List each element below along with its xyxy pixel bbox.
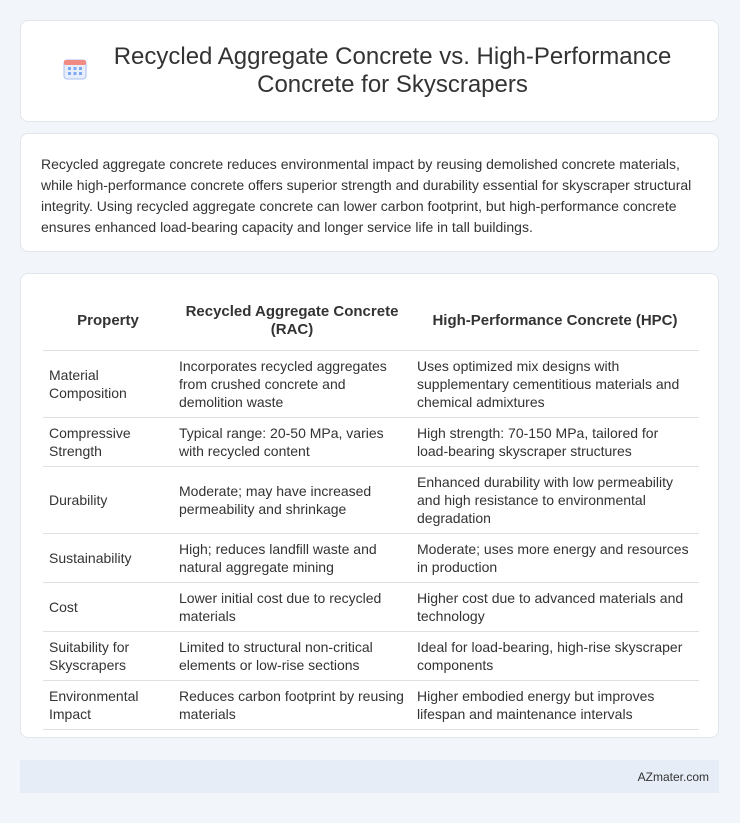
hpc-cell: Uses optimized mix designs with supplementary cementitious materials and chemical admixtures: [411, 350, 699, 417]
row-label: Material Composition: [43, 350, 173, 417]
table-row: [43, 631, 699, 680]
rac-cell: High; reduces landfill waste and natural aggregate mining: [173, 533, 411, 582]
page-title: Recycled Aggregate Concrete vs. High-Performance Concrete for Skyscrapers: [113, 43, 672, 98]
rac-cell: Limited to structural non-critical elements or low-rise sections: [173, 631, 411, 680]
rac-cell: Moderate; may have increased permeability and shrinkage: [173, 466, 411, 533]
comparison-card: [20, 273, 719, 738]
calendar-icon: [62, 57, 88, 81]
hpc-cell: High strength: 70-150 MPa, tailored for load-bearing skyscraper structures: [411, 417, 699, 466]
hpc-cell: Moderate; uses more energy and resources in production: [411, 533, 699, 582]
row-label: Cost: [43, 582, 173, 631]
row-label: Environmental Impact: [43, 680, 173, 729]
footer-brand[interactable]: AZmater.com: [637, 769, 709, 784]
table-row: [43, 417, 699, 466]
column-header-property: Property: [43, 294, 173, 350]
hpc-cell: Higher cost due to advanced materials and technology: [411, 582, 699, 631]
rac-cell: Lower initial cost due to recycled materials: [173, 582, 411, 631]
hpc-cell: Higher embodied energy but improves lifespan and maintenance intervals: [411, 680, 699, 729]
title-card: [20, 20, 719, 122]
row-label: Compressive Strength: [43, 417, 173, 466]
row-label: Durability: [43, 466, 173, 533]
column-header-rac: Recycled Aggregate Concrete (RAC): [173, 294, 411, 350]
row-label: Sustainability: [43, 533, 173, 582]
hpc-cell: Enhanced durability with low permeability and high resistance to environmental degradation: [411, 466, 699, 533]
title-row: [22, 43, 718, 99]
table-row: [43, 350, 699, 417]
comparison-table: [43, 294, 699, 730]
summary-paragraph: Recycled aggregate concrete reduces environmental impact by reusing demolished concrete materials, while high-performance concrete offers superior strength and durability essential for skyscraper structural integrity. Using recycled aggregate concrete can lower carbon footprint, but high-performance concrete ensures enhanced load-bearing capacity and longer service life in tall buildings.: [41, 156, 692, 235]
row-label: Suitability for Skyscrapers: [43, 631, 173, 680]
table-row: [43, 582, 699, 631]
table-row: [43, 533, 699, 582]
column-header-hpc: High-Performance Concrete (HPC): [411, 294, 699, 350]
rac-cell: Reduces carbon footprint by reusing materials: [173, 680, 411, 729]
rac-cell: Incorporates recycled aggregates from crushed concrete and demolition waste: [173, 350, 411, 417]
hpc-cell: Ideal for load-bearing, high-rise skyscraper components: [411, 631, 699, 680]
table-row: [43, 466, 699, 533]
table-row: [43, 680, 699, 729]
footer: [20, 760, 719, 793]
summary-card: [20, 133, 719, 252]
rac-cell: Typical range: 20-50 MPa, varies with recycled content: [173, 417, 411, 466]
table-header-row: [43, 294, 699, 350]
